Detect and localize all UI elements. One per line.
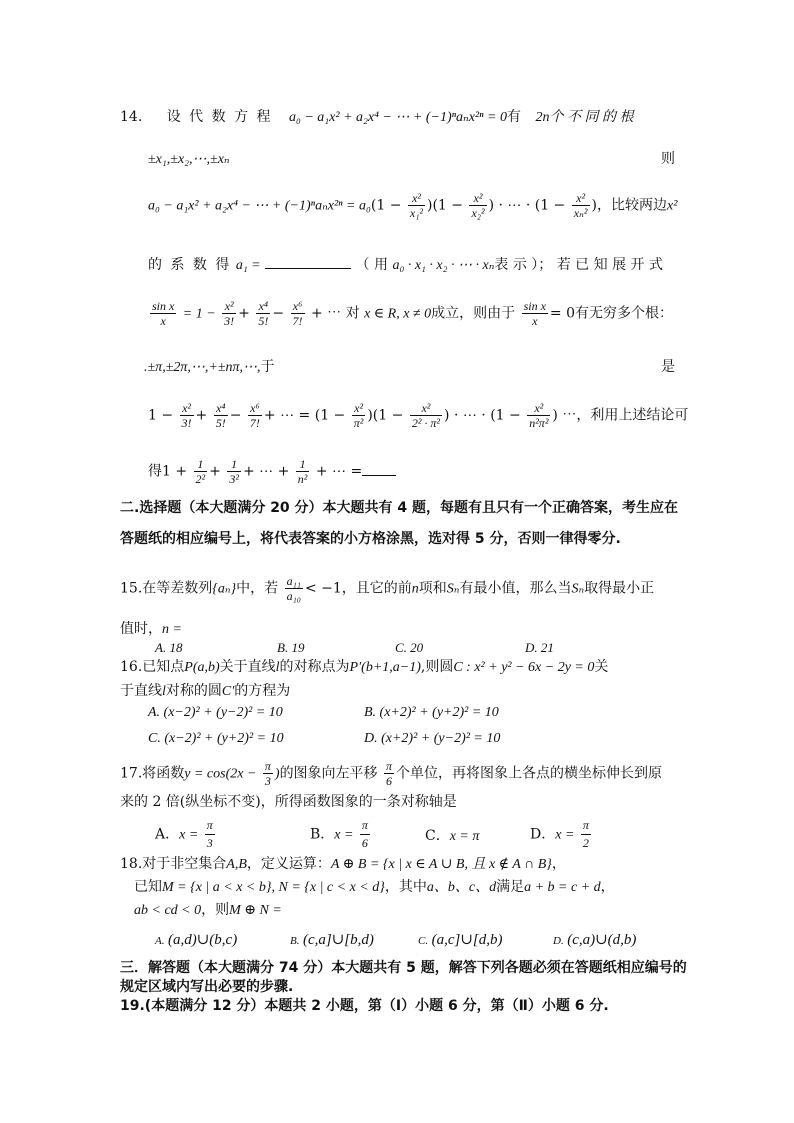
- q16-line2: [120, 684, 290, 699]
- q15-Sn: Sₙ: [446, 581, 460, 597]
- q16-a: 16.已知点: [120, 659, 185, 675]
- q14-sin-frac2: $\frac{\text{sin x}}{x}$: [523, 299, 546, 328]
- q15-line2: [120, 622, 182, 637]
- q17-frac1: $\frac{\pi}{3}$: [264, 759, 271, 788]
- q17-func: y = cos(2x −: [184, 766, 257, 782]
- q15-Sn2: Sₙ: [571, 581, 585, 597]
- q14-paren-close: 表 示 ）； 若 已 知 展 开 式: [494, 257, 663, 273]
- q16-f: 于直线: [120, 683, 162, 699]
- q18-vars: a、b、c、d: [426, 880, 497, 895]
- q18-option-d[interactable]: D. (c,a)∪(d,b): [553, 932, 637, 948]
- section2-heading-line2: 答题纸的相应编号上，将代表答案的小方格涂黑，选对得 5 分，否则一律得零分.: [120, 531, 621, 547]
- q14-line8: 得1 + $\frac{1}{\text{2²}}$ + $\frac{1}{\text{3²}}$ + ⋯ + $\frac{1}{\text{n²}}$ + ⋯ =: [148, 458, 396, 485]
- q14-p3: $\frac{\text{x⁶}}{7!}$: [249, 401, 260, 430]
- q15-option-d[interactable]: D. 21: [525, 640, 554, 655]
- q16-option-d[interactable]: D. (x+2)² + (y−2)² = 10: [364, 731, 501, 746]
- q14-p6: $\frac{\text{x²}}{\text{n²π²}}$: [529, 401, 549, 430]
- section3-heading-line2: 规定区域内写出必要的步骤.: [120, 979, 294, 995]
- q14-compare: ，比较两边: [597, 197, 667, 214]
- q19-heading: 19.(本题满分 12 分）本题共 2 小题，第（Ⅰ）小题 6 分，第（Ⅱ）小题 6 分.: [120, 998, 609, 1014]
- q15-part2: 中，若: [236, 580, 279, 597]
- q16-option-b[interactable]: B. (x+2)² + (y+2)² = 10: [364, 705, 499, 720]
- q14-line2: [148, 152, 230, 167]
- q15-part5: 有最小值，那么当: [459, 580, 572, 597]
- q17-option-a[interactable]: A．x = $\frac{\pi}{3}$: [155, 818, 213, 850]
- q16-h: 的方程为: [234, 683, 291, 699]
- q14-line5: $\frac{\text{sin x}}{x}$ = 1 − $\frac{\text{x²}}{3!}$ + $\frac{\text{x⁴}}{5!}$ − $\frac{\text{x⁶}}{7!}$ + ⋯ 对 x ∈ R, x ≠ 0成立，则由于 $\frac{\text{sin x}}{x}$ = 0有无穷多个根：: [152, 299, 673, 328]
- section2-heading-line1: 二.选择题（本大题满分 20 分）本大题共有 4 题，每题有且只有一个正确答案，考生应在: [120, 500, 679, 516]
- q15-option-a[interactable]: A. 18: [155, 640, 183, 655]
- q14-roots-text: 2n个 不 同 的 根: [535, 110, 634, 125]
- q15-line1: [120, 575, 654, 602]
- q17-line2: 来的 2 倍(纵坐标不变)，所得函数图象的一条对称轴是: [120, 794, 457, 810]
- q14-roots: ±x₁,±x₂,⋯,±xₙ: [148, 152, 230, 167]
- q14-expr-vars: a₀ · x₁ · x₂ · ⋯ · xₙ: [392, 258, 495, 273]
- q18-d: 已知: [134, 879, 162, 895]
- q14-root-list: .±π,±2π,⋯,+±nπ,⋯,: [144, 360, 261, 375]
- q17-line1: [120, 760, 662, 787]
- q15-frac: $\frac{\text{a₁₁}}{\text{a₁₀}}$: [286, 574, 301, 603]
- q14-p1: $\frac{\text{x²}}{3!}$: [181, 401, 192, 430]
- q15-part4: 项和: [418, 580, 447, 597]
- q14-line3: a₀ − a₁x² + a₂x⁴ − ⋯ + (−1)ⁿaₙx²ⁿ = a₀(1 − $\frac{\text{x²}}{\text{x₁²}}$ )(1 − $\frac{\text{x²}}{\text{x₂²}}$ ) · ⋯ · (1 − $\frac{\text{x²}}{\text{xₙ²}}$ )，比较两边x²: [148, 191, 678, 220]
- q18-e: ，其中: [384, 879, 427, 895]
- q14-series: = 1 −: [182, 306, 216, 322]
- q17-c: 个单位，再将图象上各点的横坐标伸长到原: [396, 765, 663, 782]
- q14-has: 有: [507, 109, 521, 125]
- q18-f: 满足: [496, 879, 525, 895]
- q14-a1: a₁ =: [235, 258, 261, 273]
- q17-close: ): [274, 766, 280, 782]
- q14-s3: $\frac{1}{\text{n²}}$: [297, 457, 308, 486]
- q16-e: 关: [594, 659, 609, 675]
- q16-b: 关于直线: [219, 659, 276, 675]
- q16-P2: P′(b+1,a−1): [349, 660, 421, 675]
- q14-for-all: + ⋯ 对: [310, 305, 360, 322]
- q14-p5: $\frac{\text{x²}}{\text{2² · π²}}$: [411, 401, 441, 430]
- q14-sum-eq: + ⋯ =: [315, 463, 363, 480]
- q15-seq: {aₙ}: [212, 581, 237, 597]
- q18-line3: [134, 903, 282, 918]
- q15-part3: < −1，且它的前: [304, 580, 412, 597]
- q18-g: ，: [600, 879, 615, 895]
- q14-line4: [148, 256, 663, 273]
- section3-heading-line1: 三．解答题（本大题满分 74 分）本大题共有 5 题，解答下列各题必须在答题纸相应编号的: [120, 960, 687, 976]
- q14-cond: x ∈ R, x ≠ 0: [364, 306, 432, 322]
- q17-b: 的图象向左平移: [279, 765, 378, 782]
- q16-l2: l: [162, 684, 166, 699]
- q17-option-b[interactable]: B．x = $\frac{\pi}{6}$: [310, 818, 368, 850]
- q15-neq: n =: [162, 622, 182, 637]
- q14-blank2[interactable]: [362, 463, 396, 476]
- q17-option-d[interactable]: D．x = $\frac{\pi}{2}$: [530, 818, 589, 850]
- q15-part1: 15.在等差数列: [120, 580, 213, 597]
- q18-c: ，: [551, 856, 566, 872]
- q16-d: ,则圆: [420, 659, 454, 675]
- q14-frac1: $\frac{\text{x²}}{\text{x₁²}}$: [409, 191, 423, 220]
- q14-blank1[interactable]: [265, 256, 351, 269]
- q14-line7: 1 − $\frac{\text{x²}}{3!}$ + $\frac{\text{x⁴}}{5!}$ − $\frac{\text{x⁶}}{7!}$ + ⋯ = (1 − $\frac{\text{x²}}{\text{π²}}$ )(1 − $\frac{\text{x²}}{\text{2² · π²}}$ ) · ⋯ · (1 − $\frac{\text{x²}}{\text{n²π²}}$ ) ⋯，利用上述结论可: [148, 401, 689, 430]
- q14-yu: 于: [260, 359, 275, 375]
- q16-g: 对称的圆: [165, 683, 222, 699]
- q14-frac2: $\frac{\text{x²}}{\text{x₂²}}$: [471, 191, 485, 220]
- q14-p4: $\frac{\text{x²}}{\text{π²}}$: [353, 401, 364, 430]
- q14-inf-roots: 有无穷多个根：: [575, 305, 673, 322]
- q14-expansion: a₀ − a₁x² + a₂x⁴ − ⋯ + (−1)ⁿaₙx²ⁿ = a₀: [148, 198, 371, 214]
- q15-n: n: [411, 581, 419, 597]
- q18-cond: a + b = c + d: [524, 880, 601, 895]
- q14-coef-label: 的 系 数 得: [148, 257, 232, 273]
- q18-b: ，定义运算：: [246, 856, 331, 872]
- q15-part6: 取得最小正: [584, 580, 655, 597]
- q14-then: 则: [661, 151, 675, 167]
- q14-product-tail: ⋯，利用上述结论可: [562, 407, 689, 424]
- q16-P: P(a,b): [184, 660, 220, 675]
- q15-option-b[interactable]: B. 19: [277, 640, 305, 655]
- q18-line2: [134, 880, 615, 895]
- q14-term1: $\frac{\text{x²}}{3!}$: [224, 299, 235, 328]
- q17-a: 17.将函数: [120, 765, 185, 782]
- q18-def: A ⊕ B = {x | x ∈ A ∪ B, 且 x ∉ A ∩ B}: [330, 857, 552, 872]
- q18-option-b[interactable]: B. (c,a]∪[b,d): [290, 932, 374, 948]
- q16-circle: C : x² + y² − 6x − 2y = 0: [453, 660, 595, 675]
- q18-option-a[interactable]: A. (a,d)∪(b,c): [155, 932, 238, 948]
- q14-eq0: = 0: [549, 305, 575, 322]
- q16-line1: [120, 660, 608, 675]
- q15-option-c[interactable]: C. 20: [395, 640, 424, 655]
- q14-number: 14.: [120, 109, 143, 125]
- q14-line1: [120, 110, 633, 125]
- q14-shi: 是: [661, 359, 675, 375]
- q16-option-a[interactable]: A. (x−2)² + (y−2)² = 10: [148, 705, 283, 720]
- q14-de: 得: [148, 463, 162, 480]
- q16-c: 的对称点为: [279, 659, 350, 675]
- q14-term2: $\frac{\text{x⁴}}{5!}$: [258, 299, 269, 328]
- q18-line1: [120, 857, 566, 872]
- q18-MN: M ⊕ N =: [229, 903, 282, 918]
- q14-paren-open: （ 用: [355, 257, 388, 273]
- q18-h: ab < cd < 0: [134, 903, 202, 918]
- q14-p2: $\frac{\text{x⁴}}{5!}$: [215, 401, 226, 430]
- q16-l: l: [275, 660, 280, 675]
- q14-equation: a₀ − a₁x² + a₂x⁴ − ⋯ + (−1)ⁿaₙx²ⁿ = 0: [288, 110, 507, 125]
- q14-sin-frac: $\frac{\text{sin x}}{x}$: [152, 299, 175, 328]
- q14-s2: $\frac{1}{\text{3²}}$: [229, 457, 239, 486]
- q14-line6: [144, 360, 275, 375]
- q17-option-c[interactable]: C．x = π: [425, 828, 480, 844]
- q18-i: ，则: [201, 902, 230, 918]
- q18-a: 18.对于非空集合: [120, 856, 227, 872]
- q14-frac3: $\frac{\text{x²}}{\text{xₙ²}}$: [573, 191, 588, 220]
- q15-line2-text: 值时，: [120, 621, 162, 637]
- q16-C2: C′: [221, 684, 235, 699]
- q14-holds: 成立，则由于: [431, 305, 516, 322]
- q17-frac2: $\frac{\pi}{6}$: [386, 759, 393, 788]
- q14-term3: $\frac{\text{x⁶}}{7!}$: [292, 299, 303, 328]
- q16-option-c[interactable]: C. (x−2)² + (y+2)² = 10: [148, 731, 284, 746]
- q18-M: M = {x | a < x < b}, N = {x | c < x < d}: [162, 880, 385, 895]
- q14-x2: x²: [667, 198, 678, 214]
- q18-AB: A,B: [226, 857, 247, 872]
- q18-option-c[interactable]: C. (a,c]∪[d,b): [418, 932, 503, 948]
- q14-s1: $\frac{1}{\text{2²}}$: [195, 457, 206, 486]
- q14-intro: 设 代 数 方 程: [166, 109, 273, 125]
